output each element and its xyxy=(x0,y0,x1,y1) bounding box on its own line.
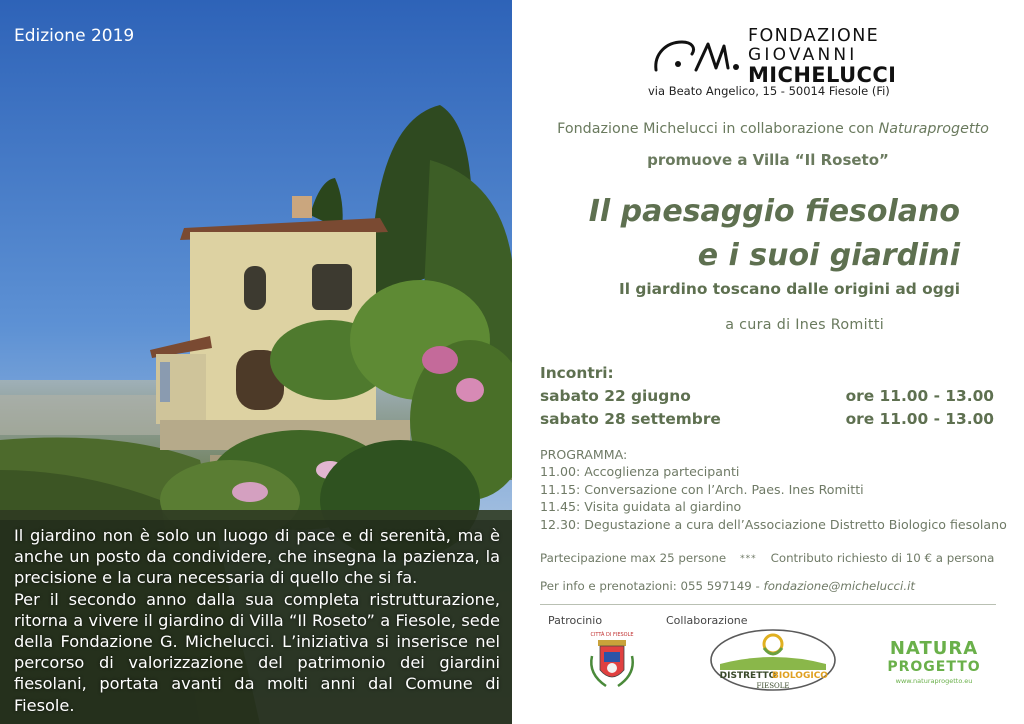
program-item: 11.45: Visita guidata al giardino xyxy=(540,499,742,515)
intro-text xyxy=(14,525,500,716)
distretto-biologico-logo xyxy=(708,626,838,694)
collaboration-label: Collaborazione xyxy=(666,614,748,627)
info-email-link[interactable]: fondazione@michelucci.it xyxy=(763,579,915,593)
logo-line-michelucci: MICHELUCCI xyxy=(748,62,897,87)
distretto-word: DISTRETTO xyxy=(719,671,777,681)
info-line xyxy=(540,579,915,593)
logo-line-fondazione: FONDAZIONE xyxy=(748,26,880,46)
crest-caption: CITTÀ DI FIESOLE xyxy=(590,632,634,638)
event-subtitle: Il giardino toscano dalle origini ad oggi xyxy=(618,280,960,298)
contribution: Contributo richiesto di 10 € a persona xyxy=(770,551,995,565)
meeting-date: sabato 28 settembre xyxy=(540,410,721,428)
distretto-sub: FIESOLE xyxy=(756,682,790,690)
participation-max: Partecipazione max 25 persone xyxy=(540,551,727,565)
divider xyxy=(540,604,996,605)
program-item: 11.15: Conversazione con l’Arch. Paes. Ines Romitti xyxy=(540,481,864,497)
edition-label: Edizione 2019 xyxy=(14,26,135,46)
flyer-content xyxy=(512,0,1024,724)
logo-line-giovanni: GIOVANNI xyxy=(748,44,858,65)
program-item: 12.30: Degustazione a cura dell’Associazione Distretto Biologico fiesolano xyxy=(540,516,1007,532)
event-title-line-1: Il paesaggio fiesolano xyxy=(588,194,960,229)
address: via Beato Angelico, 15 - 50014 Fiesole (Fi) xyxy=(648,84,890,98)
collaboration-line xyxy=(542,121,1004,137)
program-list xyxy=(540,446,1007,533)
intro-paragraph-1: Il giardino non è solo un luogo di pace e di serenità, ma è anche un posto da condividere, che insegna la pazienza, la precisione e la cura necessaria di quello che si fa. xyxy=(14,526,500,588)
natura-url: www.naturaprogetto.eu xyxy=(895,677,973,685)
natura-line-2: PROGETTO xyxy=(887,659,981,675)
logo-wordmark xyxy=(748,28,896,86)
michelucci-signature-icon xyxy=(652,34,742,78)
separator: *** xyxy=(740,554,757,564)
program-item: 11.00: Accoglienza partecipanti xyxy=(540,464,740,480)
participation-line xyxy=(540,551,1000,565)
naturaprogetto-logo xyxy=(884,640,984,686)
program-heading: PROGRAMMA: xyxy=(540,447,628,462)
meeting-time: ore 11.00 - 13.00 xyxy=(845,387,994,405)
meetings-heading: Incontri: xyxy=(540,364,614,382)
natura-line-1: NATURA xyxy=(889,638,979,659)
promotes-line: promuove a Villa “Il Roseto” xyxy=(647,151,889,169)
meeting-row xyxy=(540,387,994,405)
meeting-row xyxy=(540,410,994,428)
curator-line: a cura di Ines Romitti xyxy=(725,317,884,333)
info-phone: Per info e prenotazioni: 055 597149 - xyxy=(540,579,764,593)
meeting-date: sabato 22 giugno xyxy=(540,387,691,405)
patronage-label: Patrocinio xyxy=(548,614,603,627)
collab-prefix: Fondazione Michelucci in collaborazione con xyxy=(557,121,879,137)
biologico-word: BIOLOGICO xyxy=(772,671,828,681)
fiesole-crest-icon xyxy=(584,628,640,694)
collab-partner: Naturaprogetto xyxy=(878,121,989,137)
meeting-time: ore 11.00 - 13.00 xyxy=(845,410,994,428)
event-title-line-2: e i suoi giardini xyxy=(697,238,960,273)
intro-paragraph-2: Per il secondo anno dalla sua completa ristrutturazione, ritorna a vivere il giardino di Villa “Il Roseto” a Fiesole, sede della Fondazione G. Michelucci. L’iniziativa si inserisce nel percorso di valorizzazione del patrimonio dei giardini fiesolani, portata avanti da molti anni dal Comune di Fiesole. xyxy=(14,589,500,715)
